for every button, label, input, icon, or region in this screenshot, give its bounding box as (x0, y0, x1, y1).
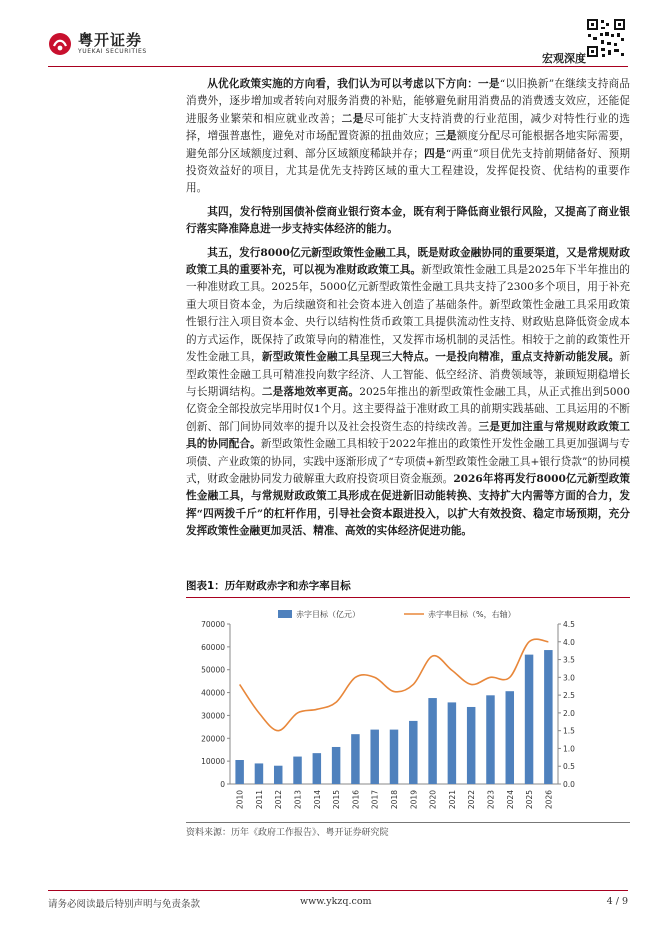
x-axis-tick-label: 2016 (351, 790, 361, 810)
legend-bar-swatch (278, 610, 292, 618)
text-run: 新型政策性金融工具可精准投向数字经济、人工智能、低空经济、消费领域等，兼顾短期稳增长与长期调结构。 (186, 351, 631, 398)
x-axis-tick-label: 2012 (274, 790, 284, 810)
right-axis-tick-label: 3.5 (563, 655, 575, 665)
deficit-bar (370, 730, 378, 784)
left-axis-tick-label: 40000 (201, 688, 225, 698)
figure-title-divider (186, 597, 630, 598)
x-axis-tick-label: 2017 (370, 790, 380, 810)
left-axis-tick-label: 30000 (201, 711, 225, 721)
deficit-rate-line (240, 639, 549, 731)
bold-text-run: 新型政策性金融工具呈现三大特点。一是投向精准，重点支持新动能发展。 (261, 351, 620, 364)
header-divider (48, 66, 628, 67)
deficit-bar (467, 707, 475, 784)
text-run: 新型政策性金融工具是2025年下半年推出的一种准财政工具。2025年，5000亿元新型政策性金融工具共支持了2300多个项目，用于补充重大项目资本金，为后续融资和社会资本进入创造了基础条件。新型政策性金融工具采用政策性银行注入项目资本金、央行以结构性货币政策工具提供流动性支持、财政贴息降低资金成本的方式运作，既保持了政策导向的精准性，又发挥市场机制的灵活性。相较于之前的政策性开发性金融工具， (186, 264, 630, 364)
x-axis-tick-label: 2015 (332, 790, 342, 810)
legend-bar-label: 赤字目标（亿元） (296, 610, 360, 619)
bold-text-run: 其五，发行8000亿元新型政策性金融工具，既是财政金融协同的重要渠道，又是常规财政政策工具的重要补充，可以视为准财政政策工具。 (186, 246, 630, 277)
logo-chinese-name: 粤开证券 (78, 31, 143, 49)
article-body (186, 76, 630, 547)
qr-code-icon (586, 18, 626, 58)
page-header (0, 0, 662, 72)
bold-text-run: 二是 (341, 112, 364, 125)
bold-text-run: 2026年将再发行8000亿元新型政策性金融工具，与常规财政政策工具形成在促进新旧动能转换、支持扩大内需等方面的合力，发挥“四两拨千斤”的杠杆作用，引导社会资本跟进投入，以扩大有效投资、稳定市场预期，充分发挥政策性金融更加灵活、精准、高效的实体经济促进功能。 (186, 472, 630, 538)
deficit-bar (351, 734, 359, 784)
company-logo (48, 32, 147, 56)
text-run: 尽可能扩大支持消费的行业范围，减少对特性行业的选择，增强普惠性，避免对市场配置资源的扭曲效应； (186, 112, 631, 143)
right-axis-tick-label: 1.5 (563, 726, 575, 736)
left-axis-tick-label: 70000 (201, 620, 225, 629)
footer-divider (48, 890, 628, 891)
right-axis-tick-label: 2.0 (563, 708, 575, 718)
x-axis-tick-label: 2026 (544, 790, 554, 810)
footer-page-number: 4 / 9 (606, 896, 628, 907)
bold-text-run: 三是 (434, 130, 457, 143)
deficit-chart-svg (186, 600, 630, 818)
right-axis-tick-label: 1.0 (563, 744, 575, 754)
bold-text-run: 二是落地效率更高。 (261, 385, 360, 398)
deficit-bar (390, 730, 398, 784)
x-axis-tick-label: 2022 (467, 790, 477, 810)
text-run: 2025年推出的新型政策性金融工具，从正式推出到5000亿资金全部投放完毕用时仅1个月。这主要得益于准财政工具的前期实践基础、工具运用的不断创新、部门间协同效率的提升以及社会投资生态的持续改善。 (186, 385, 631, 433)
left-axis-tick-label: 0 (220, 780, 225, 789)
figure-source: 资料来源：历年《政府工作报告》、粤开证券研究院 (186, 828, 389, 838)
x-axis-tick-label: 2011 (254, 790, 264, 810)
bold-text-run: 四是 (423, 147, 446, 160)
footer-website-link[interactable]: www.ykzq.com (300, 896, 372, 907)
logo-mark-icon (48, 32, 72, 56)
x-axis-tick-label: 2019 (409, 790, 419, 810)
figure-title: 图表1：历年财政赤字和赤字率目标 (186, 580, 351, 592)
bold-text-run: 三是更加注重与常规财政政策工具的协同配合。 (186, 420, 630, 451)
deficit-bar (428, 698, 436, 784)
left-axis-tick-label: 60000 (201, 642, 225, 652)
x-axis-tick-label: 2018 (390, 790, 399, 810)
right-axis-tick-label: 3.0 (563, 673, 575, 683)
x-axis-tick-label: 2024 (505, 790, 515, 810)
left-axis-tick-label: 10000 (201, 757, 225, 767)
right-axis-tick-label: 2.5 (563, 691, 575, 701)
deficit-bar (293, 757, 301, 784)
footer-disclaimer[interactable]: 请务必阅读最后特别声明与免责条款 (48, 899, 201, 910)
text-run: “两重”项目优先支持前期储备好、预期投资效益好的项目，尤其是优先支持跨区域的重大工程建设，发挥促投资、优结构的重要作用。 (186, 147, 631, 195)
x-axis-tick-label: 2013 (293, 790, 303, 810)
deficit-bar (525, 655, 533, 784)
x-axis-tick-label: 2020 (428, 790, 438, 810)
deficit-chart (186, 600, 630, 818)
text-run: 新型政策性金融工具相较于2022年推出的政策性开发性金融工具更加强调与专项债、产业政策的协同，实践中逐渐形成了“专项债+新型政策性金融工具+银行贷款”的协同模式，财政金融协同发力破解重大政府投资项目资金瓶颈。 (186, 438, 630, 485)
x-axis-tick-label: 2023 (486, 790, 496, 810)
left-axis-tick-label: 50000 (201, 665, 225, 675)
text-run: “以旧换新”在继续支持商品消费外，逐步增加或者转向对服务消费的补贴，能够避免耐用消费品的消费透支效应，还能促进服务业繁荣和相应就业改善； (186, 78, 630, 125)
x-axis-tick-label: 2014 (312, 790, 322, 810)
deficit-bar (544, 650, 552, 784)
deficit-bar (255, 763, 263, 784)
x-axis-tick-label: 2010 (235, 790, 245, 810)
left-axis-tick-label: 20000 (201, 734, 225, 744)
deficit-bar (486, 695, 494, 784)
bold-text-run: 其四，发行特别国债补偿商业银行资本金，既有利于降低商业银行风险，又提高了商业银行落实降准降息进一步支持实体经济的能力。 (186, 205, 630, 236)
x-axis-tick-label: 2025 (525, 790, 535, 810)
text-run: 额度分配尽可能根据各地实际需要，避免部分区域额度过剩、部分区域额度稀缺并存； (186, 130, 631, 160)
deficit-bar (235, 760, 243, 784)
paragraph (186, 76, 630, 198)
paragraph (186, 204, 630, 239)
x-axis-tick-label: 2021 (447, 790, 457, 810)
deficit-bar (506, 691, 514, 784)
deficit-bar (448, 702, 456, 784)
source-divider (186, 822, 630, 823)
paragraph (186, 245, 630, 541)
deficit-bar (409, 721, 417, 784)
deficit-bar (313, 753, 321, 784)
deficit-bar (332, 747, 340, 784)
section-label: 宏观深度 (542, 52, 586, 65)
logo-english-name: YUEKAI SECURITIES (78, 48, 147, 55)
right-axis-tick-label: 0.5 (563, 762, 575, 772)
deficit-bar (274, 766, 282, 784)
bold-text-run: 从优化政策实施的方向看，我们认为可以考虑以下方向：一是 (207, 78, 500, 90)
right-axis-tick-label: 0.0 (563, 780, 575, 789)
right-axis-tick-label: 4.5 (563, 620, 575, 629)
legend-line-label: 赤字率目标（%，右轴） (428, 610, 516, 619)
right-axis-tick-label: 4.0 (563, 637, 575, 647)
